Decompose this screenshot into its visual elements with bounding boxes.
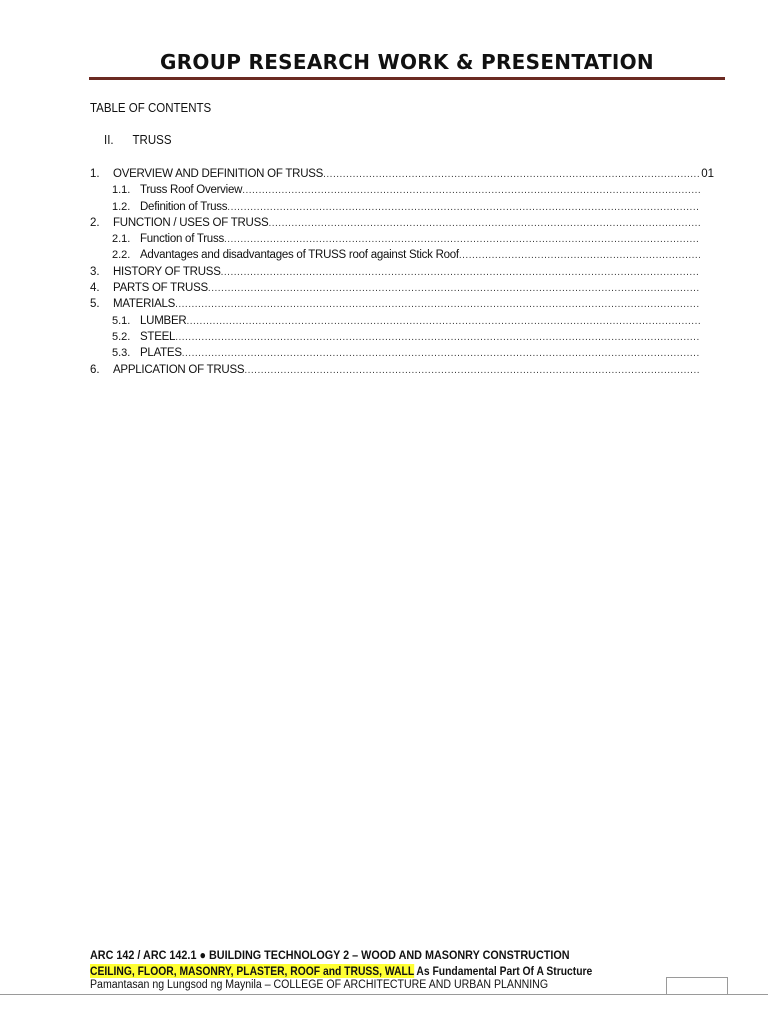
toc-entry-number: 5.1. xyxy=(112,314,131,327)
footer-rule xyxy=(0,994,768,995)
toc-entry xyxy=(90,345,714,361)
toc-entry-line xyxy=(113,215,700,231)
toc-entry-label: Advantages and disadvantages of TRUSS roof against Stick Roof xyxy=(140,249,459,262)
toc-entry xyxy=(90,296,714,312)
toc-entry-line xyxy=(140,313,700,329)
footer-topic-rest: As Fundamental Part Of A Structure xyxy=(413,964,593,978)
toc-entry-line xyxy=(140,199,700,215)
toc-entry xyxy=(90,182,714,198)
footer-topic-highlight: CEILING, FLOOR, MASONRY, PLASTER, ROOF and TRUSS, WALL xyxy=(90,964,414,978)
toc-entry xyxy=(90,247,714,263)
toc-entry-line xyxy=(113,362,700,378)
toc-entry-number: 3. xyxy=(90,265,100,278)
toc-dot-leader xyxy=(182,346,700,361)
toc-entry xyxy=(90,231,714,247)
toc-dot-leader xyxy=(268,216,700,231)
toc-entry-line xyxy=(113,280,700,296)
toc-entry-line xyxy=(113,264,700,280)
toc-entry xyxy=(90,329,714,345)
toc-dot-leader xyxy=(244,363,700,378)
toc-dot-leader xyxy=(242,183,700,198)
toc-entry-label: OVERVIEW AND DEFINITION OF TRUSS xyxy=(113,168,324,180)
section-title: TRUSS xyxy=(132,133,172,147)
toc-entry-label: PARTS OF TRUSS xyxy=(113,282,208,295)
toc-entry-line xyxy=(140,329,700,345)
toc-entry-number: 5.3. xyxy=(112,347,131,360)
toc-entry xyxy=(90,313,714,329)
toc-entry xyxy=(90,362,714,378)
toc-entry-number: 2.1. xyxy=(112,233,131,246)
toc-dot-leader xyxy=(186,314,700,329)
toc-entry-line xyxy=(140,182,700,198)
toc-entry-label: Truss Roof Overview xyxy=(140,184,243,197)
toc-entry-label: Definition of Truss xyxy=(140,200,228,213)
toc-entry-number: 5. xyxy=(90,298,100,311)
toc-entry-line xyxy=(140,247,700,263)
toc-dot-leader xyxy=(175,330,700,345)
footer-topic-line xyxy=(90,964,592,978)
title-underline-rule xyxy=(89,77,725,80)
toc-entry-number: 1.2. xyxy=(112,200,131,213)
toc-entry-label: FUNCTION / USES OF TRUSS xyxy=(113,216,269,229)
toc-entry xyxy=(90,264,714,280)
toc-entry-line xyxy=(140,231,700,247)
toc-dot-leader xyxy=(221,265,700,280)
footer-course-line: ARC 142 / ARC 142.1 ● BUILDING TECHNOLOGY 2 – WOOD AND MASONRY CONSTRUCTION xyxy=(90,948,570,962)
toc-dot-leader xyxy=(459,248,700,263)
toc-entry-line xyxy=(140,345,700,361)
toc-entry-page-number: 01 xyxy=(701,168,714,180)
table-of-contents xyxy=(90,166,714,378)
toc-entry xyxy=(90,166,714,182)
section-number: II. xyxy=(104,133,114,147)
footer-institution-line: Pamantasan ng Lungsod ng Maynila – COLLEGE OF ARCHITECTURE AND URBAN PLANNING xyxy=(90,979,549,991)
toc-dot-leader xyxy=(227,200,700,215)
page-number-tab xyxy=(666,977,728,995)
document-title: GROUP RESEARCH WORK & PRESENTATION xyxy=(160,50,654,74)
toc-entry xyxy=(90,215,714,231)
toc-entry xyxy=(90,199,714,215)
toc-entry-number: 1. xyxy=(90,168,100,180)
toc-entry-number: 4. xyxy=(90,282,100,295)
toc-heading: TABLE OF CONTENTS xyxy=(90,101,212,115)
toc-entry-number: 2.2. xyxy=(112,249,131,262)
toc-entry-line xyxy=(113,296,700,312)
toc-dot-leader xyxy=(224,232,700,247)
toc-entry-label: APPLICATION OF TRUSS xyxy=(113,363,245,376)
toc-dot-leader xyxy=(175,297,700,312)
toc-entry-number: 6. xyxy=(90,363,100,376)
toc-entry-line xyxy=(113,166,714,182)
toc-entry-number: 5.2. xyxy=(112,330,131,343)
toc-entry-number: 1.1. xyxy=(112,184,131,197)
toc-entry-label: PLATES xyxy=(140,347,182,360)
toc-entry-label: MATERIALS xyxy=(113,298,176,311)
toc-entry-label: Function of Truss xyxy=(140,233,224,246)
toc-entry-number: 2. xyxy=(90,216,100,229)
toc-entry-label: STEEL xyxy=(140,330,176,343)
toc-dot-leader xyxy=(323,167,701,182)
toc-dot-leader xyxy=(208,281,700,296)
toc-entry xyxy=(90,280,714,296)
toc-entry-label: LUMBER xyxy=(140,314,187,327)
section-heading xyxy=(104,133,172,147)
toc-entry-label: HISTORY OF TRUSS xyxy=(113,265,221,278)
